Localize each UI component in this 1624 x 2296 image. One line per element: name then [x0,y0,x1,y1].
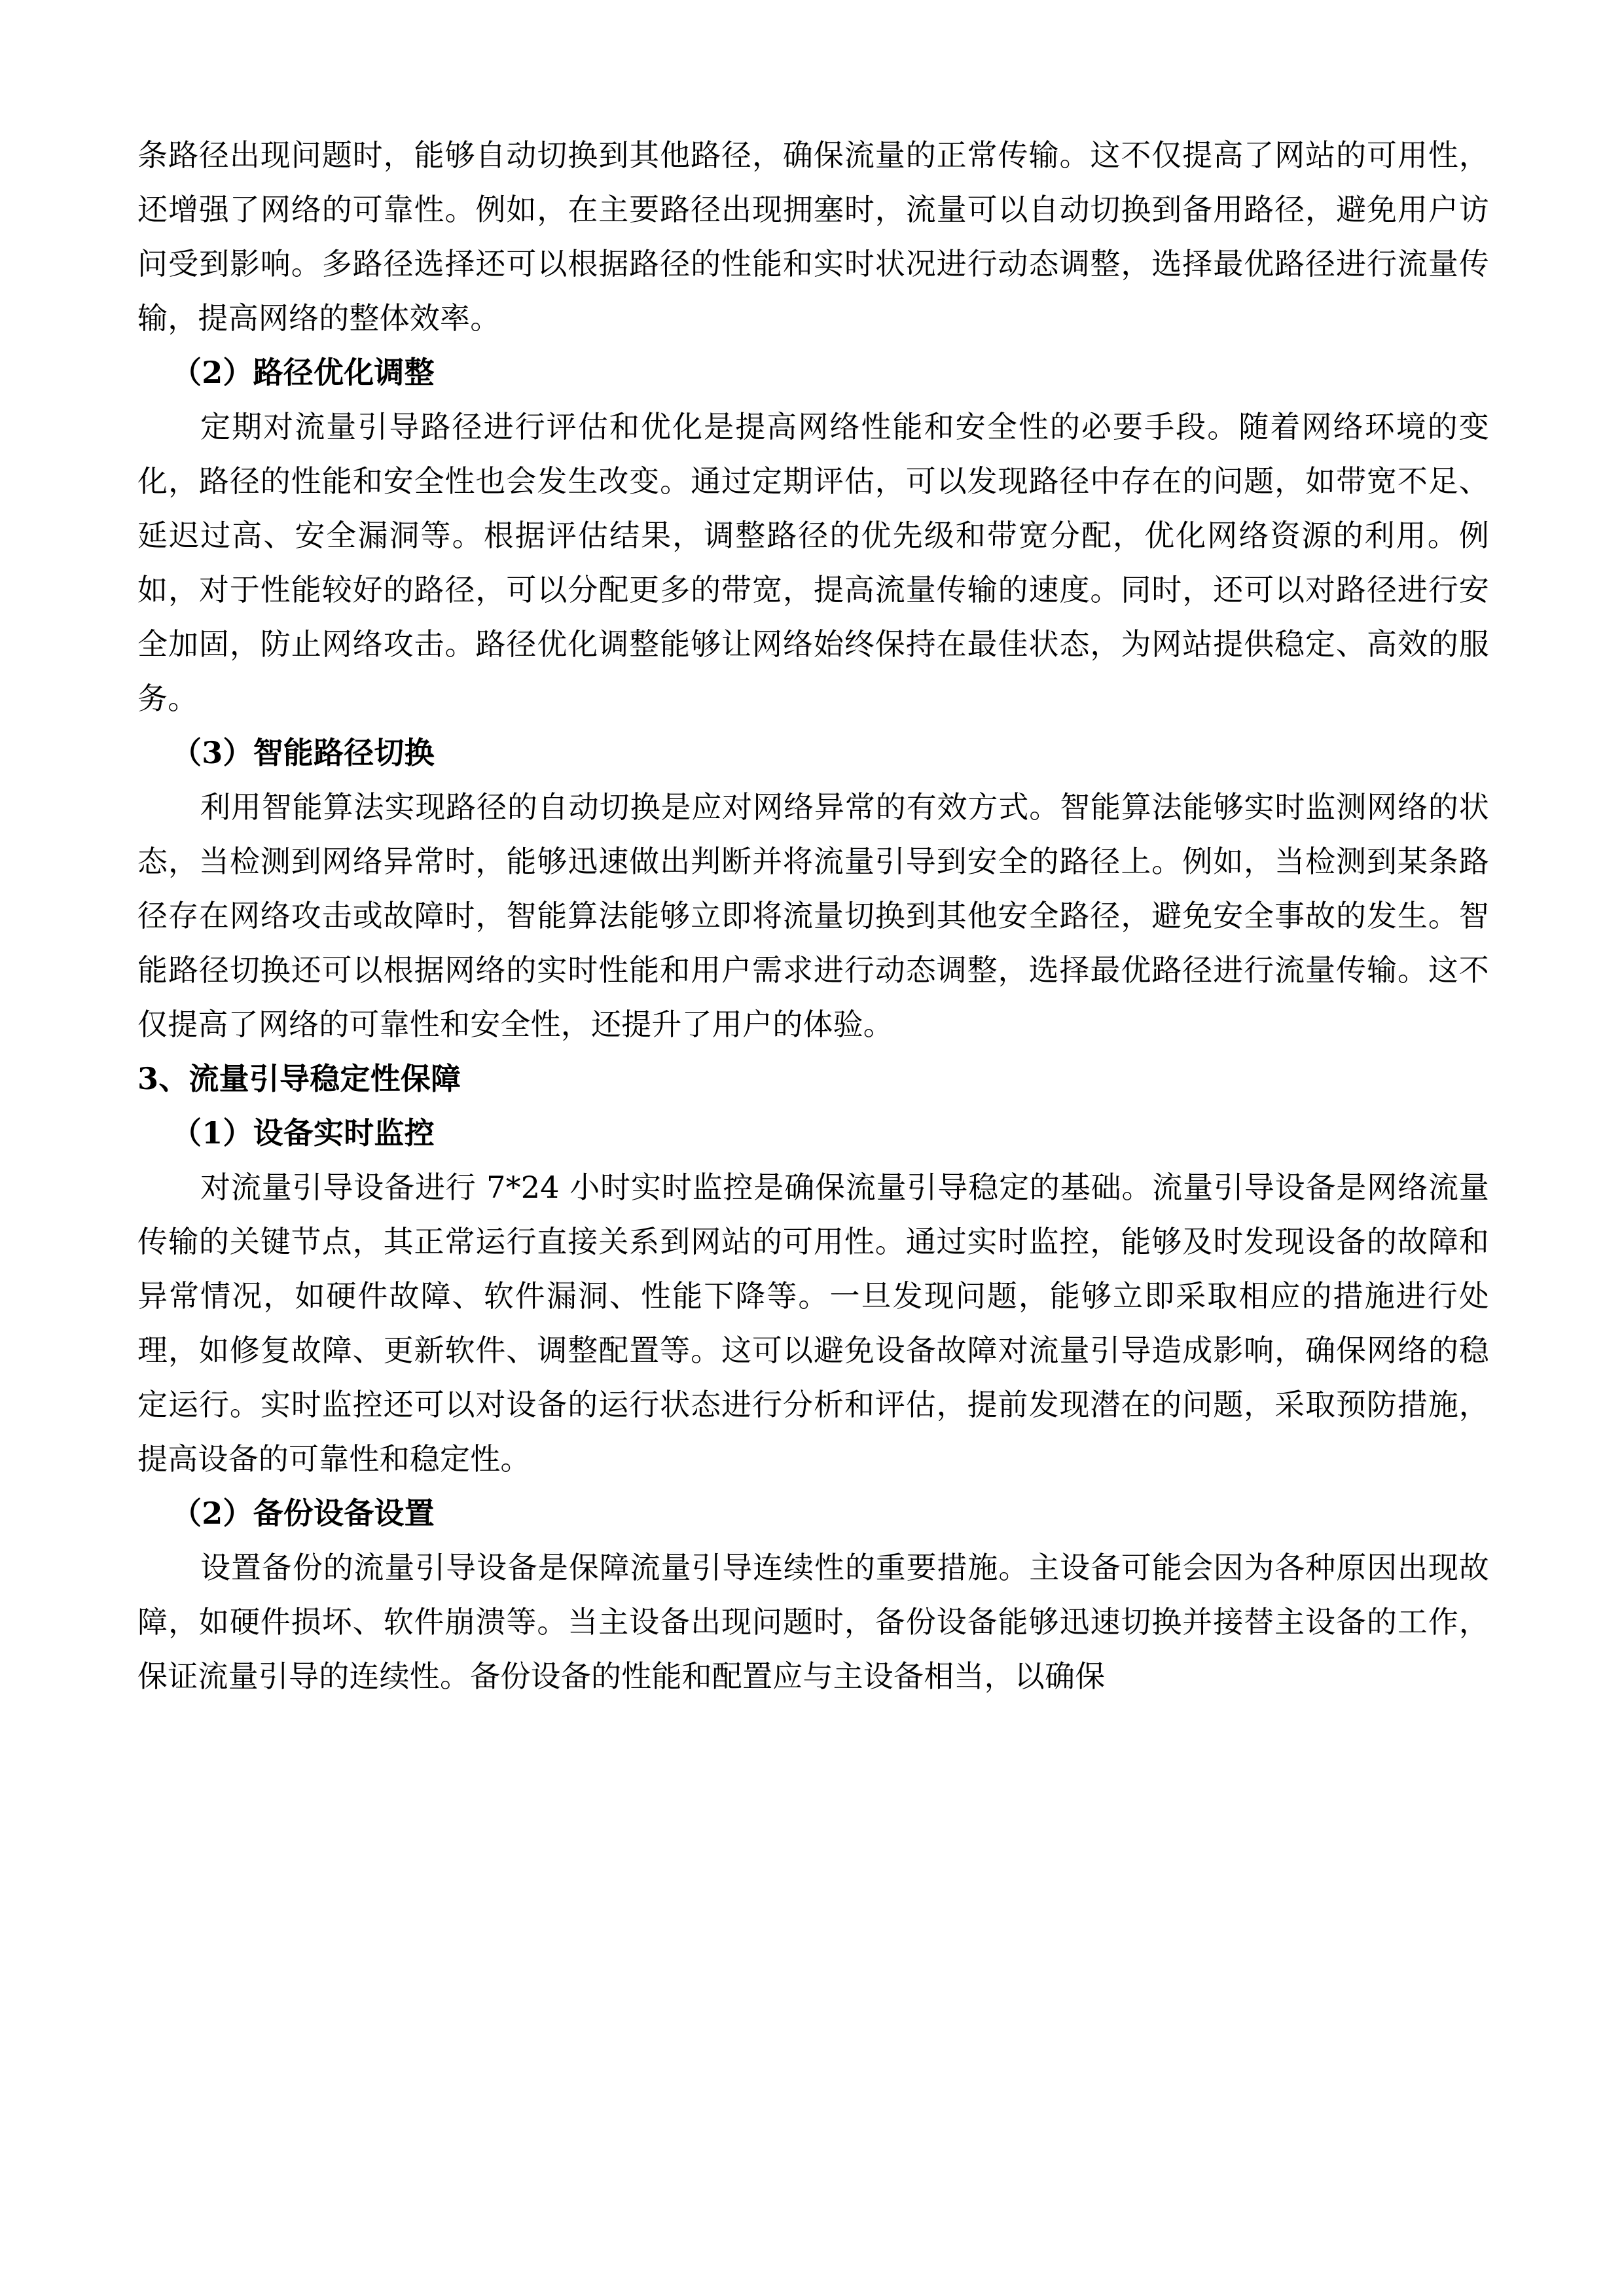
document-body [137,128,1489,1704]
body-paragraph: 条路径出现问题时，能够自动切换到其他路径，确保流量的正常传输。这不仅提高了网站的可用性，还增强了网络的可靠性。例如，在主要路径出现拥塞时，流量可以自动切换到备用路径，避免用户访问受到影响。多路径选择还可以根据路径的性能和实时状况进行动态调整，选择最优路径进行流量传输，提高网络的整体效率。 [137,137,1489,336]
body-paragraph: 对流量引导设备进行 7*24 小时实时监控是确保流量引导稳定的基础。流量引导设备是网络流量传输的关键节点，其正常运行直接关系到网站的可用性。通过实时监控，能够及时发现设备的故障和异常情况，如硬件故障、软件漏洞、性能下降等。一旦发现问题，能够立即采取相应的措施进行处理，如修复故障、更新软件、调整配置等。这可以避免设备故障对流量引导造成影响，确保网络的稳定运行。实时监控还可以对设备的运行状态进行分析和评估，提前发现潜在的问题，采取预防措施，提高设备的可靠性和稳定性。 [137,1170,1489,1477]
section-subheading: （3）智能路径切换 [171,735,435,770]
section-subheading: （1）设备实时监控 [171,1115,435,1151]
section-subheading: （2）路径优化调整 [171,355,435,390]
body-paragraph: 利用智能算法实现路径的自动切换是应对网络异常的有效方式。智能算法能够实时监测网络的状态，当检测到网络异常时，能够迅速做出判断并将流量引导到安全的路径上。例如，当检测到某条路径存在网络攻击或故障时，智能算法能够立即将流量切换到其他安全路径，避免安全事故的发生。智能路径切换还可以根据网络的实时性能和用户需求进行动态调整，选择最优路径进行流量传输。这不仅提高了网络的可靠性和安全性，还提升了用户的体验。 [137,789,1489,1042]
body-paragraph: 定期对流量引导路径进行评估和优化是提高网络性能和安全性的必要手段。随着网络环境的变化，路径的性能和安全性也会发生改变。通过定期评估，可以发现路径中存在的问题，如带宽不足、延迟过高、安全漏洞等。根据评估结果，调整路径的优先级和带宽分配，优化网络资源的利用。例如，对于性能较好的路径，可以分配更多的带宽，提高流量传输的速度。同时，还可以对路径进行安全加固，防止网络攻击。路径优化调整能够让网络始终保持在最佳状态，为网站提供稳定、高效的服务。 [137,409,1489,716]
body-paragraph: 设置备份的流量引导设备是保障流量引导连续性的重要措施。主设备可能会因为各种原因出现故障，如硬件损坏、软件崩溃等。当主设备出现问题时，备份设备能够迅速切换并接替主设备的工作，保证流量引导的连续性。备份设备的性能和配置应与主设备相当，以确保 [137,1550,1489,1694]
section-heading: 3、流量引导稳定性保障 [137,1061,461,1096]
section-subheading: （2）备份设备设置 [171,1496,435,1531]
